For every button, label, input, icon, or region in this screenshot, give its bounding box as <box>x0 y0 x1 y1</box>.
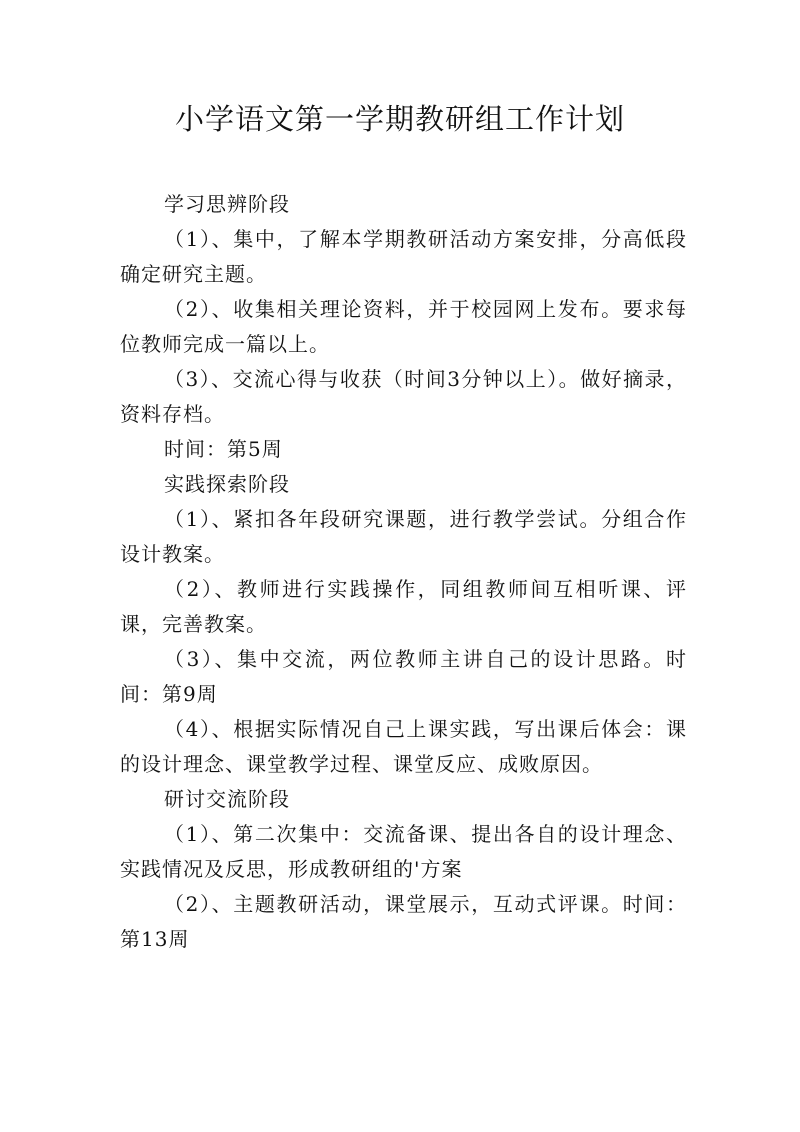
paragraph-discussion-item-1: （1）、第二次集中：交流备课、提出各自的设计理念、实践情况及反思，形成教研组的'方案 <box>120 822 687 881</box>
paragraph-study-item-1: （1）、集中，了解本学期教研活动方案安排，分高低段确定研究主题。 <box>120 227 687 286</box>
paragraph-practice-stage-heading: 实践探索阶段 <box>164 472 290 496</box>
paragraph-practice-item-2: （2）、教师进行实践操作，同组教师间互相听课、评课，完善教案。 <box>120 577 687 636</box>
document-body <box>120 187 687 957</box>
paragraph-practice-item-1: （1）、紧扣各年段研究课题，进行教学尝试。分组合作设计教案。 <box>120 507 687 566</box>
paragraph-practice-item-4: （4）、根据实际情况自己上课实践，写出课后体会：课的设计理念、课堂教学过程、课堂反应、成败原因。 <box>120 717 687 776</box>
paragraph-study-item-3: （3）、交流心得与收获（时间3分钟以上）。做好摘录，资料存档。 <box>120 367 687 426</box>
paragraph-discussion-stage-heading: 研讨交流阶段 <box>164 787 290 811</box>
paragraph-study-time: 时间：第5周 <box>164 437 283 461</box>
paragraph-study-stage-heading: 学习思辨阶段 <box>164 192 290 216</box>
paragraph-practice-item-3: （3）、集中交流，两位教师主讲自己的设计思路。时间：第9周 <box>120 647 687 706</box>
paragraph-study-item-2: （2）、收集相关理论资料，并于校园网上发布。要求每位教师完成一篇以上。 <box>120 297 687 356</box>
document-title: 小学语文第一学期教研组工作计划 <box>174 102 625 136</box>
paragraph-discussion-item-2: （2）、主题教研活动，课堂展示，互动式评课。时间：第13周 <box>120 892 687 951</box>
